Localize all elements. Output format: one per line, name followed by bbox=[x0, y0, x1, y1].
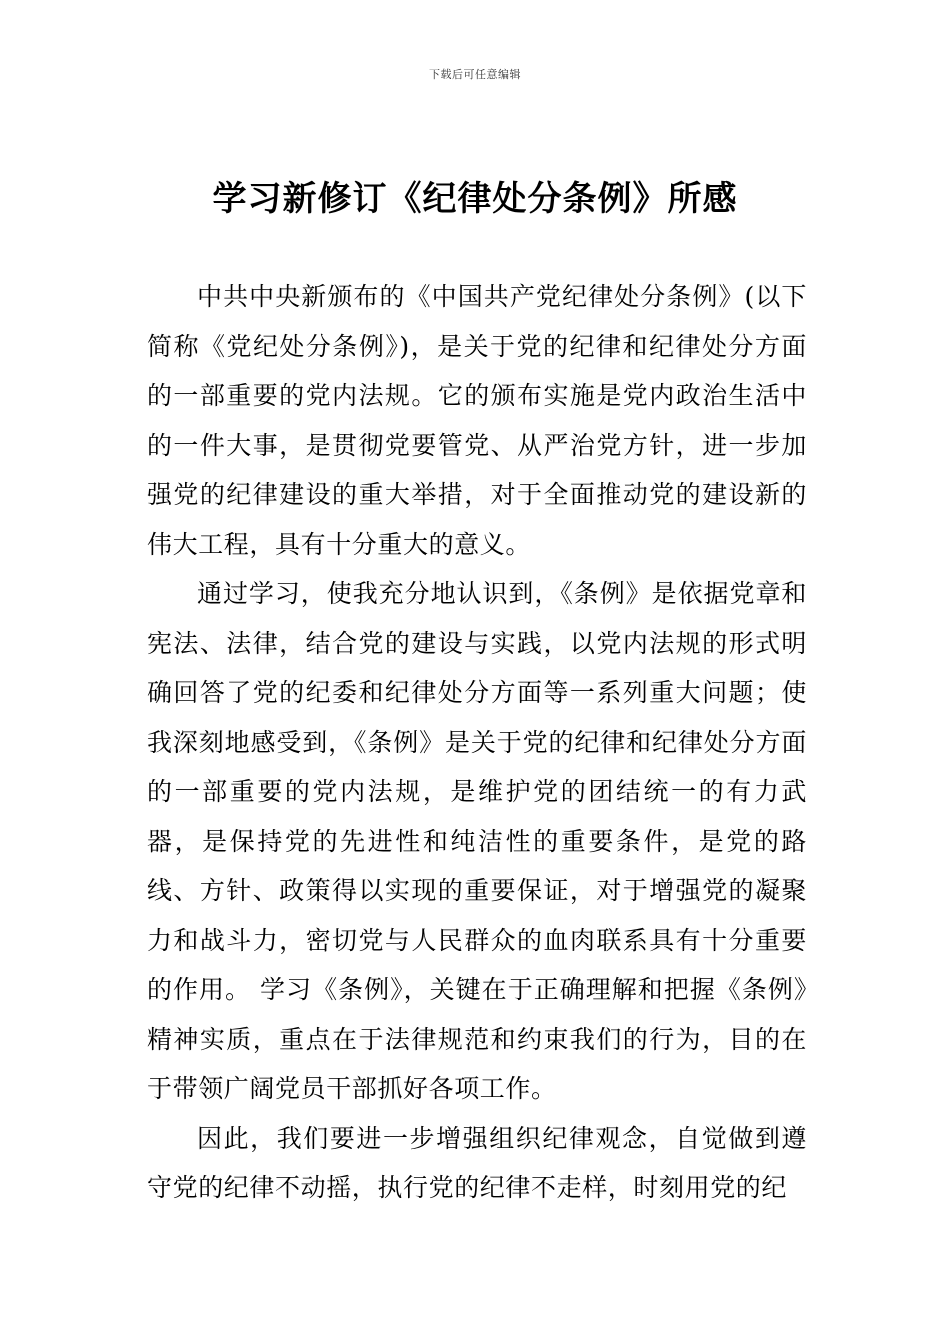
paragraph-1: 中共中央新颁布的《中国共产党纪律处分条例》(以下简称《党纪处分条例》)，是关于党的纪律和纪律处分方面的一部重要的党内法规。它的颁布实施是党内政治生活中的一件大事，是贯彻党要管党、从严治党方针，进一步加强党的纪律建设的重大举措，对于全面推动党的建设新的伟大工程，具有十分重大的意义。 bbox=[147, 282, 807, 559]
paragraph-2: 通过学习，使我充分地认识到，《条例》是依据党章和宪法、法律，结合党的建设与实践，以党内法规的形式明确回答了党的纪委和纪律处分方面等一系列重大问题；使我深刻地感受到，《条例》是关于党的纪律和纪律处分方面的一部重要的党内法规，是维护党的团结统一的有力武器，是保持党的先进性和纯洁性的重要条件，是党的路线、方针、政策得以实现的重要保证，对于增强党的凝聚力和战斗力，密切党与人民群众的血肉联系具有十分重要的作用。 学习《条例》，关键在于正确理解和把握《条例》精神实质，重点在于法律规范和约束我们的行为，目的在于带领广阔党员干部抓好各项工作。 bbox=[147, 579, 807, 1103]
document-body bbox=[147, 272, 807, 1213]
document-title: 学习新修订《纪律处分条例》所感 bbox=[212, 179, 738, 219]
paragraph-3: 因此，我们要进一步增强组织纪律观念，自觉做到遵守党的纪律不动摇，执行党的纪律不走样，时刻用党的纪 bbox=[147, 1123, 807, 1202]
page-header-note: 下载后可任意编辑 bbox=[429, 68, 521, 81]
